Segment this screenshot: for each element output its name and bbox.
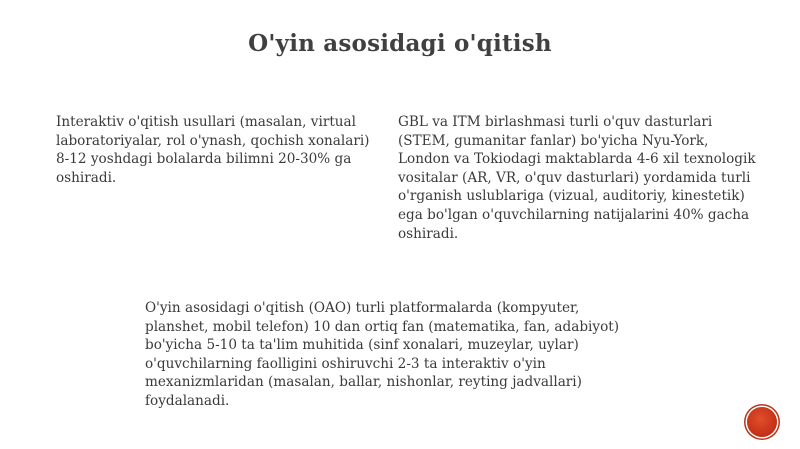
slide-title: O'yin asosidagi o'qitish bbox=[248, 30, 552, 57]
text-block-left: Interaktiv o'qitish usullari (masalan, virtual laboratoriyalar, rol o'ynash, qochish xonalari) 8-12 yoshdagi bolalarda bilimni 20-30% ga oshiradi. bbox=[56, 114, 370, 186]
text-block-right: GBL va ITM birlashmasi turli o'quv dasturlari (STEM, gumanitar fanlar) bo'yicha Nyu-York, London va Tokiodagi maktablarda 4-6 xil texnologik vositalar (AR, VR, o'quv dasturlari) yordamida turli o'rganish uslublariga (vizual, auditoriy, kinestetik) ega bo'lgan o'quvchilarning natijalarini 40% gacha oshiradi. bbox=[398, 114, 756, 242]
next-slide-button[interactable] bbox=[747, 407, 777, 437]
text-block-bottom: O'yin asosidagi o'qitish (OAO) turli platformalarda (kompyuter, planshet, mobil telefon) 10 dan ortiq fan (matematika, fan, adabiyot) bo'yicha 5-10 ta ta'lim muhitida (sinf xonalari, muzeylar, uylar) o'quvchilarning faolligini oshiruvchi 2-3 ta interaktiv o'yin mexanizmlaridan (masalan, ballar, nishonlar, reyting jadvallari) foydalanadi. bbox=[145, 300, 620, 409]
